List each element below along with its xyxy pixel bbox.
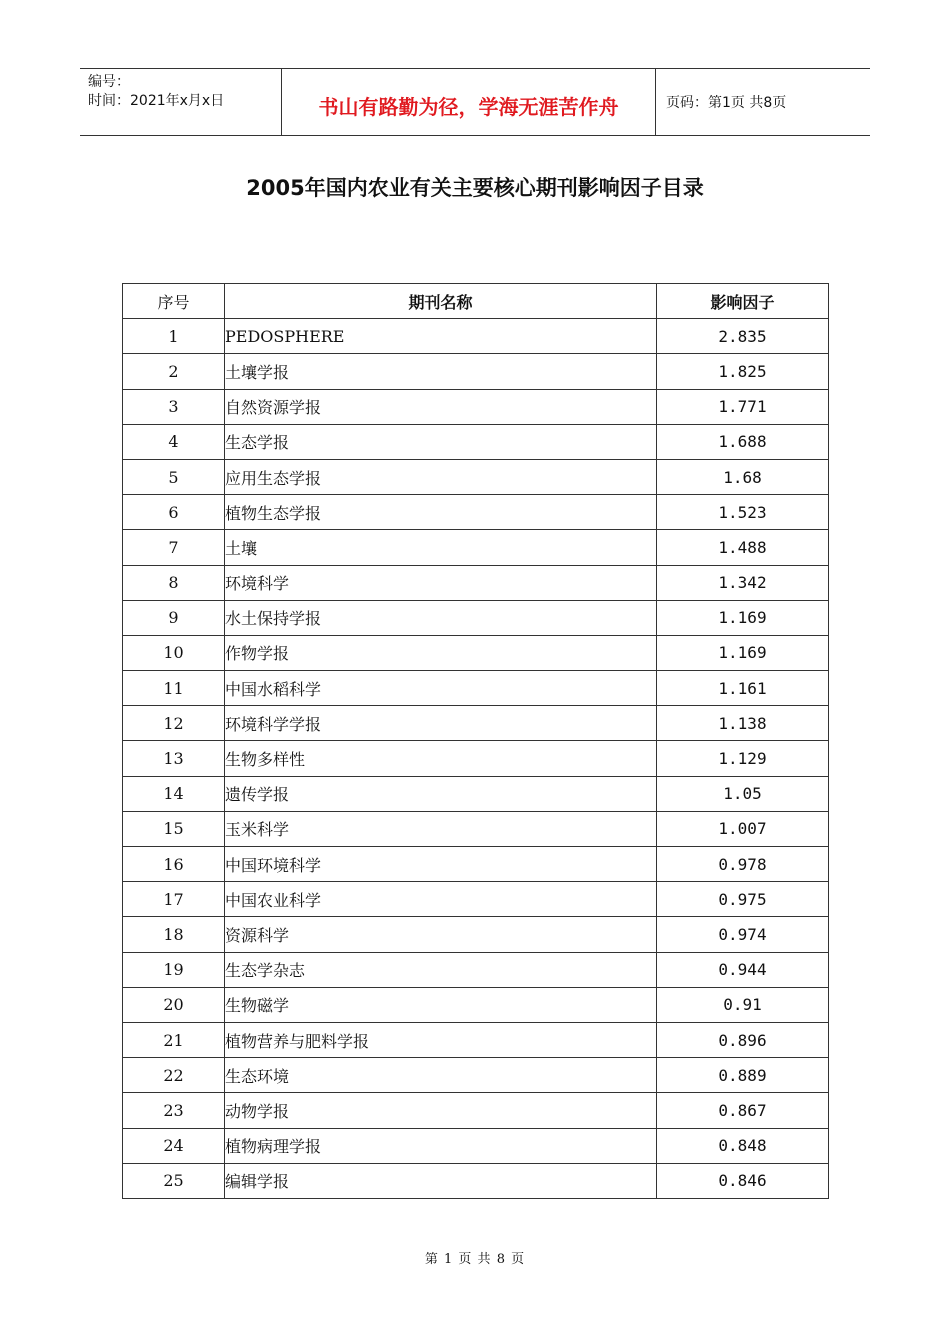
impact-factor: 1.138 [657,706,829,741]
journal-name: 植物病理学报 [225,1128,657,1163]
row-index: 5 [123,459,225,494]
row-index: 1 [123,319,225,354]
table-row [123,459,829,494]
impact-factor: 1.771 [657,389,829,424]
table-row [123,1093,829,1128]
impact-factor: 0.944 [657,952,829,987]
column-header-journal-name: 期刊名称 [225,284,657,319]
header-meta [80,69,282,135]
impact-factor: 0.91 [657,987,829,1022]
journal-name: 水土保持学报 [225,600,657,635]
impact-factor: 1.688 [657,424,829,459]
column-header-impact-factor: 影响因子 [657,284,829,319]
table-row [123,1022,829,1057]
table-row [123,1058,829,1093]
row-index: 9 [123,600,225,635]
table-row [123,495,829,530]
row-index: 24 [123,1128,225,1163]
impact-factor: 1.05 [657,776,829,811]
impact-factor: 0.848 [657,1128,829,1163]
impact-factor: 1.68 [657,459,829,494]
table-row [123,354,829,389]
impact-factor: 1.007 [657,811,829,846]
impact-factor: 0.974 [657,917,829,952]
table-row [123,671,829,706]
table-row [123,952,829,987]
journal-name: 土壤 [225,530,657,565]
header-motto: 书山有路勤为径，学海无涯苦作舟 [282,69,656,135]
table-row [123,565,829,600]
journal-name: PEDOSPHERE [225,319,657,354]
table-row [123,635,829,670]
journal-name: 土壤学报 [225,354,657,389]
impact-factor: 2.835 [657,319,829,354]
row-index: 12 [123,706,225,741]
row-index: 21 [123,1022,225,1057]
table-row [123,882,829,917]
document-title: 2005年国内农业有关主要核心期刊影响因子目录 [246,176,704,200]
document-time: 时间：2021年x月x日 [88,93,225,109]
table-row [123,811,829,846]
row-index: 19 [123,952,225,987]
journal-table [122,283,829,1199]
impact-factor: 0.867 [657,1093,829,1128]
impact-factor: 1.825 [657,354,829,389]
journal-name: 编辑学报 [225,1163,657,1198]
impact-factor: 1.161 [657,671,829,706]
row-index: 2 [123,354,225,389]
row-index: 22 [123,1058,225,1093]
journal-name: 中国环境科学 [225,847,657,882]
impact-factor: 0.896 [657,1022,829,1057]
row-index: 14 [123,776,225,811]
table-row [123,706,829,741]
impact-factor: 1.169 [657,635,829,670]
document-number-label: 编号： [88,74,130,90]
journal-name: 环境科学 [225,565,657,600]
impact-factor: 0.978 [657,847,829,882]
journal-name: 中国水稻科学 [225,671,657,706]
table-row [123,389,829,424]
table-row [123,917,829,952]
journal-name: 资源科学 [225,917,657,952]
impact-factor: 0.846 [657,1163,829,1198]
header-page-code: 页码：第1页 共8页 [666,95,787,111]
impact-factor: 1.169 [657,600,829,635]
journal-name: 生物磁学 [225,987,657,1022]
row-index: 20 [123,987,225,1022]
row-index: 3 [123,389,225,424]
table-row [123,987,829,1022]
impact-factor: 1.342 [657,565,829,600]
row-index: 23 [123,1093,225,1128]
journal-name: 遗传学报 [225,776,657,811]
row-index: 15 [123,811,225,846]
journal-name: 作物学报 [225,635,657,670]
journal-name: 自然资源学报 [225,389,657,424]
table-row [123,741,829,776]
journal-name: 生态环境 [225,1058,657,1093]
table-row [123,1163,829,1198]
page-header [80,68,870,136]
row-index: 6 [123,495,225,530]
journal-name: 环境科学学报 [225,706,657,741]
row-index: 16 [123,847,225,882]
impact-factor: 0.975 [657,882,829,917]
journal-name: 生态学报 [225,424,657,459]
impact-factor: 0.889 [657,1058,829,1093]
journal-name: 玉米科学 [225,811,657,846]
row-index: 7 [123,530,225,565]
journal-name: 生态学杂志 [225,952,657,987]
journal-name: 植物生态学报 [225,495,657,530]
table-row [123,600,829,635]
journal-name: 植物营养与肥料学报 [225,1022,657,1057]
table-row [123,776,829,811]
impact-factor: 1.523 [657,495,829,530]
journal-name: 中国农业科学 [225,882,657,917]
impact-factor: 1.129 [657,741,829,776]
journal-name: 动物学报 [225,1093,657,1128]
table-row [123,1128,829,1163]
table-row [123,424,829,459]
row-index: 11 [123,671,225,706]
row-index: 13 [123,741,225,776]
table-row [123,319,829,354]
row-index: 8 [123,565,225,600]
row-index: 18 [123,917,225,952]
table-row [123,530,829,565]
table-header-row [123,284,829,319]
journal-name: 应用生态学报 [225,459,657,494]
column-header-index: 序号 [123,284,225,319]
journal-name: 生物多样性 [225,741,657,776]
row-index: 25 [123,1163,225,1198]
row-index: 4 [123,424,225,459]
table-row [123,847,829,882]
row-index: 17 [123,882,225,917]
impact-factor: 1.488 [657,530,829,565]
row-index: 10 [123,635,225,670]
page-footer: 第 1 页 共 8 页 [424,1252,526,1267]
